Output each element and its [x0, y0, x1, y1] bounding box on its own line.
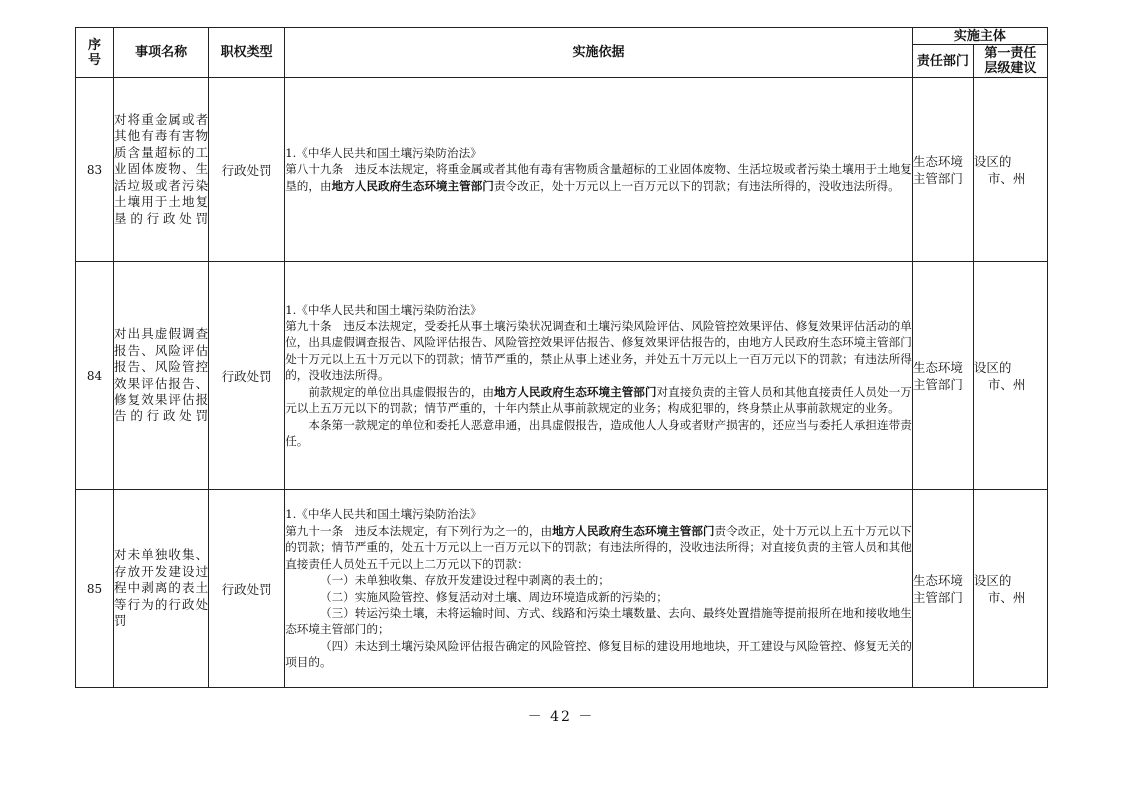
header-item-name: 事项名称 [114, 28, 209, 78]
table-row [76, 490, 1048, 688]
first-level: 设区的 市、州 [973, 78, 1047, 262]
item-name: 对出具虚假调查报告、风险评估报告、风险管控效果评估报告、修复效果评估报告的行政处罚 [114, 262, 209, 490]
header-level: 第一责任层级建议 [973, 45, 1047, 78]
list-item: （一）未单独收集、存放开发建设过程中剥离的表土的； [319, 573, 610, 588]
page-number: － 42 － [527, 709, 595, 725]
basis-text [285, 490, 913, 688]
responsible-authority: 地方人民政府生态环境主管部门 [331, 178, 494, 193]
law-title: 1.《中华人民共和国土壤污染防治法》 [285, 302, 482, 317]
header-basis: 实施依据 [285, 28, 913, 78]
enforcement-items-table [75, 27, 1048, 688]
article-text: 第九十条 违反本法规定，受委托从事土壤污染状况调查和土壤污染风险评估、风险管控效果评估、修复效果评估活动的单位，出具虚假调查报告、风险评估报告、风险管控效果评估报告、修复效果评估报告的，由地方人民政府生态环境主管部门处十万元以上五十万元以下的罚款；情节严重的，禁止从事上述业务，并处五十万元以上一百万元以下的罚款；有违法所得的，没收违法所得。 [285, 319, 912, 383]
item-name: 对未单独收集、存放开发建设过程中剥离的表土等行为的行政处罚 [114, 490, 209, 688]
basis-text [285, 78, 913, 262]
article-text: 本条第一款规定的单位和委托人恶意串通，出具虚假报告，造成他人人身或者财产损害的，还应当与委托人承担连带责任。 [285, 417, 912, 448]
list-item: （三）转运污染土壤，未将运输时间、方式、线路和污染土壤数量、去向、最终处置措施等提前报所在地和接收地生态环境主管部门的； [285, 605, 912, 637]
power-type: 行政处罚 [209, 262, 285, 490]
first-level: 设区的 市、州 [973, 262, 1047, 490]
item-name: 对将重金属或者其他有毒有害物质含量超标的工业固体废物、生活垃圾或者污染土壤用于土地复垦的行政处罚 [114, 78, 209, 262]
header-subject-group: 实施主体 [912, 28, 1047, 45]
responsible-authority: 地方人民政府生态环境主管部门 [552, 523, 715, 538]
power-type: 行政处罚 [209, 78, 285, 262]
article-text: 第九十一条 违反本法规定，有下列行为之一的，由地方人民政府生态环境主管部门责令改正，处十万元以上五十万元以下的罚款；情节严重的，处五十万元以上一百万元以下的罚款；有违法所得的，没收违法所得；对直接负责的主管人员和其他直接责任人员处五千元以上二万元以下的罚款： [285, 523, 912, 571]
first-level: 设区的 市、州 [973, 490, 1047, 688]
list-item: （四）未达到土壤污染风险评估报告确定的风险管控、修复目标的建设用地地块，开工建设与风险管控、修复无关的项目的。 [285, 638, 912, 670]
law-title: 1.《中华人民共和国土壤污染防治法》 [285, 507, 482, 522]
responsible-authority: 地方人民政府生态环境主管部门 [494, 384, 657, 399]
article-text: 前款规定的单位出具虚假报告的，由地方人民政府生态环境主管部门对直接负责的主管人员和其他直接责任人员处一万元以上五万元以下的罚款；情节严重的，十年内禁止从事前款规定的业务；构成犯罪的，终身禁止从事前款规定的业务。 [285, 384, 912, 416]
table-row [76, 262, 1048, 490]
power-type: 行政处罚 [209, 490, 285, 688]
header-power-type: 职权类型 [209, 28, 285, 78]
responsible-dept: 生态环境主管部门 [912, 262, 973, 490]
responsible-dept: 生态环境主管部门 [912, 78, 973, 262]
article-text: 第八十九条 违反本法规定，将重金属或者其他有毒有害物质含量超标的工业固体废物、生活垃圾或者污染土壤用于土地复垦的，由地方人民政府生态环境主管部门责令改正，处十万元以上一百万元以下的罚款；有违法所得的，没收违法所得。 [285, 162, 912, 193]
law-title: 1.《中华人民共和国土壤污染防治法》 [285, 145, 482, 160]
responsible-dept: 生态环境主管部门 [912, 490, 973, 688]
basis-text [285, 262, 913, 490]
row-no: 84 [76, 262, 114, 490]
row-no: 83 [76, 78, 114, 262]
header-dept: 责任部门 [912, 45, 973, 78]
table-row [76, 78, 1048, 262]
header-no: 序号 [76, 28, 114, 78]
list-item: （二）实施风险管控、修复活动对土壤、周边环境造成新的污染的； [319, 589, 668, 604]
row-no: 85 [76, 490, 114, 688]
